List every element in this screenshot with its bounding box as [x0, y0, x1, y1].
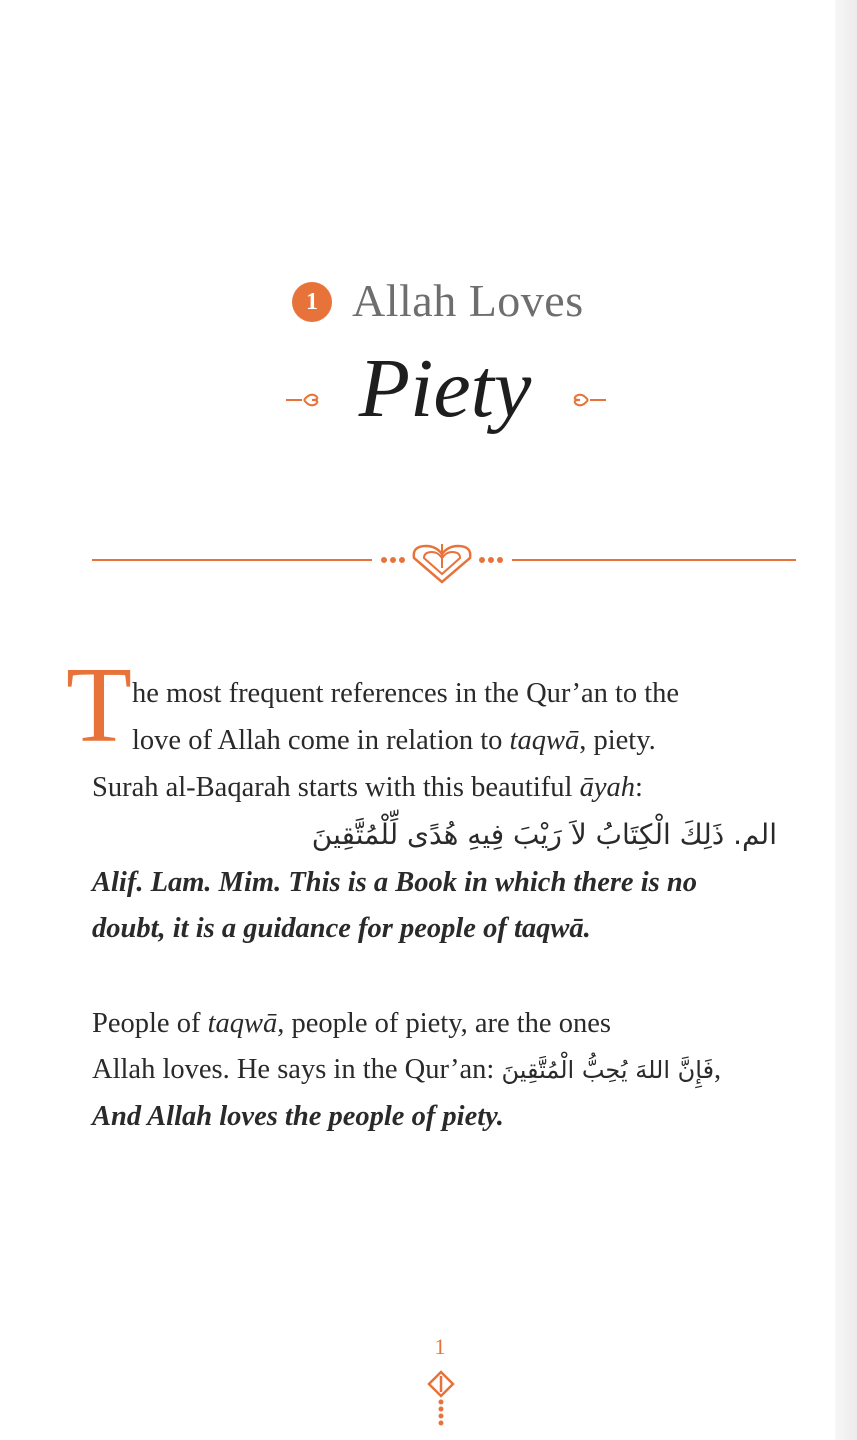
- text: , piety.: [579, 725, 656, 756]
- term-ayah: āyah: [579, 772, 635, 803]
- translation-line: And Allah loves the people of piety.: [92, 1101, 504, 1132]
- text: People of: [92, 1008, 208, 1039]
- chapter-number-badge: 1: [292, 282, 332, 322]
- paragraph-line: [92, 1056, 721, 1085]
- paragraph-line: [132, 727, 656, 756]
- arabic-verse: الم. ذَلِكَ الْكِتَابُ لاَ رَيْبَ فِيهِ هُدًى لِّلْمُتَّقِينَ: [311, 818, 777, 851]
- translation-line: doubt, it is a guidance for people of taqwā.: [92, 913, 591, 944]
- text: , people of piety, are the ones: [277, 1008, 611, 1039]
- text: :: [634, 772, 643, 803]
- chapter-title-top: Allah Loves: [352, 275, 584, 326]
- chapter-title-main: Piety: [358, 342, 532, 435]
- text: love of Allah come in relation to: [132, 725, 510, 756]
- paragraph-line: [132, 680, 679, 709]
- paragraph-line: [92, 774, 643, 803]
- term-taqwa: taqwā: [509, 725, 580, 756]
- text: Allah loves. He says in the Qur’an:: [92, 1054, 502, 1085]
- arabic-phrase: فَإِنَّ اللهَ يُحِبُّ الْمُتَّقِينَ: [501, 1056, 715, 1084]
- text: Surah al-Baqarah starts with this beautiful: [92, 772, 580, 803]
- page-number: 1: [434, 1334, 446, 1359]
- section-divider: [92, 540, 796, 584]
- text: ,: [714, 1054, 722, 1085]
- right-flourish-icon: [568, 388, 608, 412]
- page-edge: [835, 0, 857, 1440]
- paragraph-line: [92, 1010, 611, 1039]
- footer-ornament-icon: [424, 1368, 458, 1428]
- translation-line: Alif. Lam. Mim. This is a Book in which there is no: [92, 867, 697, 898]
- term-taqwa: taqwā: [207, 1008, 278, 1039]
- left-flourish-icon: [284, 388, 324, 412]
- text: he most frequent references in the Qur’an to the: [132, 678, 680, 709]
- drop-cap: T: [66, 646, 132, 765]
